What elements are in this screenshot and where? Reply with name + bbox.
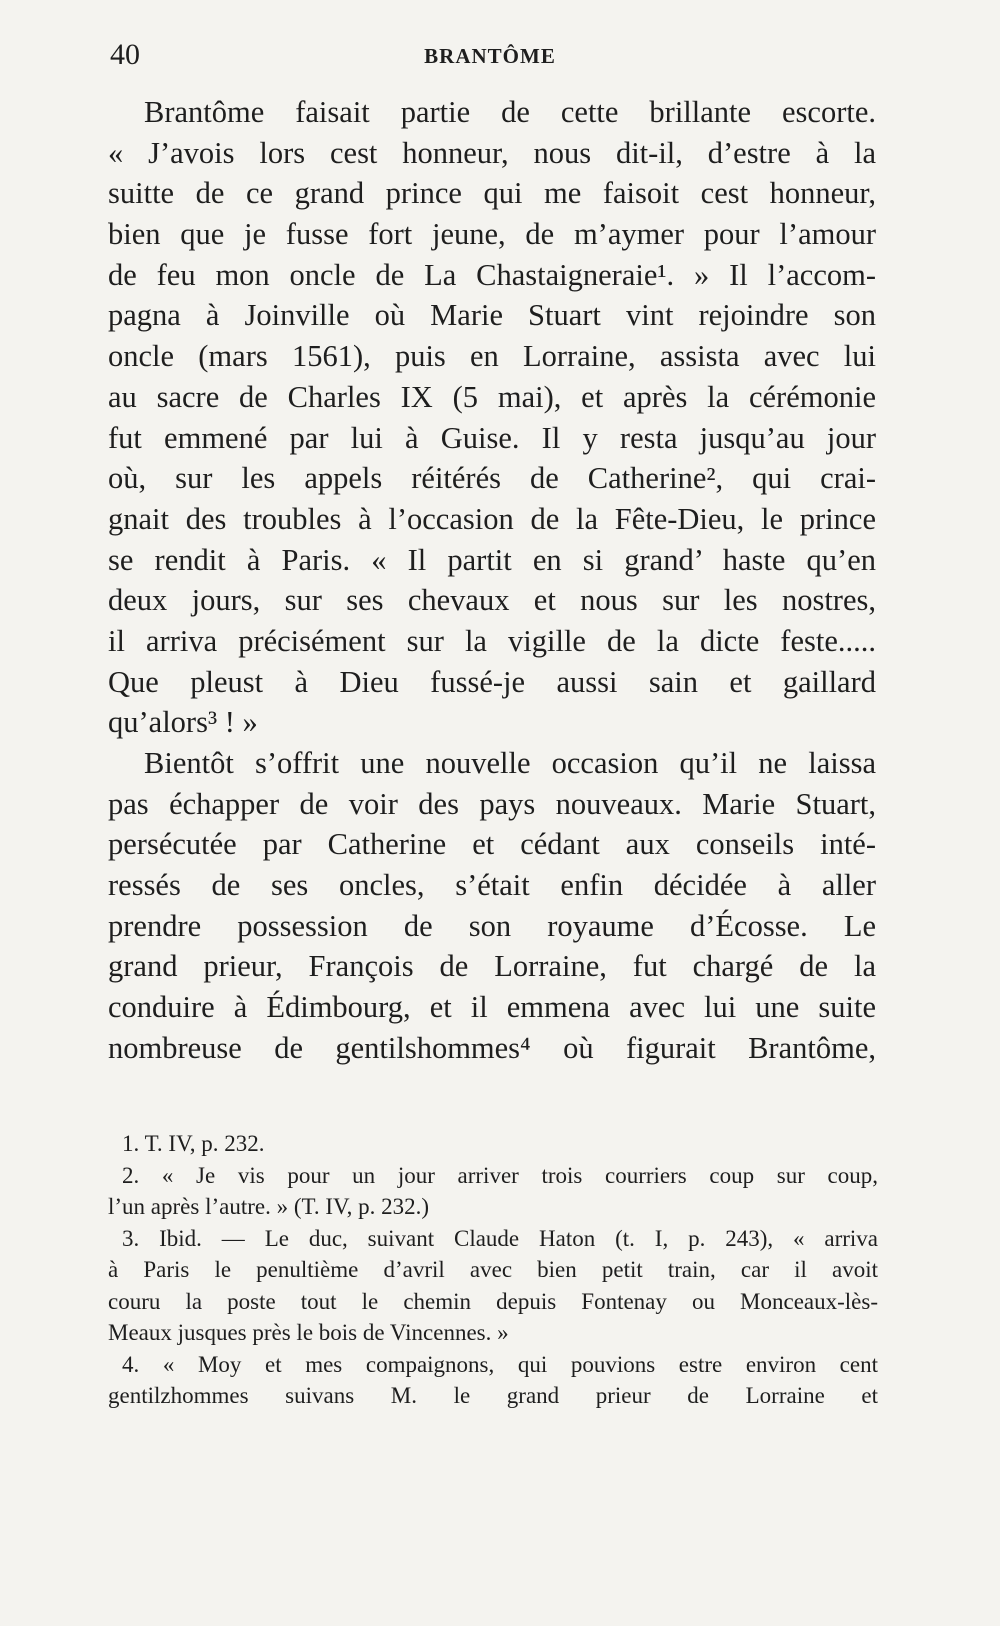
footnotes <box>108 1128 878 1412</box>
text-line: deux jours, sur ses chevaux et nous sur les nostres, <box>108 583 876 618</box>
text-line: Brantôme faisait partie de cette brillante escorte. <box>144 95 876 129</box>
text-line: ressés de ses oncles, s’était enfin décidée à aller <box>108 868 876 903</box>
footnote-line: 2. « Je vis pour un jour arriver trois courriers coup sur coup, <box>122 1162 878 1188</box>
footnote-line: 4. « Moy et mes compaignons, qui pouvions estre environ cent <box>122 1351 878 1377</box>
footnote-line: 1. T. IV, p. 232. <box>122 1131 265 1156</box>
text-line: oncle (mars 1561), puis en Lorraine, assista avec lui <box>108 339 876 374</box>
text-line: suitte de ce grand prince qui me faisoit cest honneur, <box>108 176 876 211</box>
text-line: de feu mon oncle de La Chastaigneraie¹. » Il l’accom- <box>108 257 876 292</box>
text-line: persécutée par Catherine et cédant aux conseils inté- <box>108 827 876 862</box>
text-line: gnait des troubles à l’occasion de la Fête-Dieu, le prince <box>108 501 876 536</box>
text-line: grand prieur, François de Lorraine, fut chargé de la <box>108 949 876 984</box>
text-line: au sacre de Charles IX (5 mai), et après la cérémonie <box>108 379 876 414</box>
text-line: se rendit à Paris. « Il partit en si grand’ haste qu’en <box>108 542 876 577</box>
text-line: il arriva précisément sur la vigille de la dicte feste..... <box>108 623 876 658</box>
text-line: Bientôt s’offrit une nouvelle occasion qu’il ne laissa <box>144 746 876 780</box>
text-line: bien que je fusse fort jeune, de m’aymer pour l’amour <box>108 217 876 252</box>
footnote-line: Meaux jusques près le bois de Vincennes. » <box>108 1320 509 1345</box>
footnote-line: 3. Ibid. — Le duc, suivant Claude Haton (t. I, p. 243), « arriva <box>122 1225 878 1251</box>
text-line: conduire à Édimbourg, et il emmena avec lui une suite <box>108 990 876 1025</box>
text-line: pas échapper de voir des pays nouveaux. Marie Stuart, <box>108 786 876 821</box>
text-line: où, sur les appels réitérés de Catherine², qui crai- <box>108 461 876 496</box>
footnote-line: couru la poste tout le chemin depuis Fontenay ou Monceaux-lès- <box>108 1288 878 1314</box>
main-text <box>108 92 876 1069</box>
running-title: BRANTÔME <box>424 44 556 68</box>
footnote-line: l’un après l’autre. » (T. IV, p. 232.) <box>108 1194 430 1219</box>
footnote-line: gentilzhommes suivans M. le grand prieur de Lorraine et <box>108 1383 878 1408</box>
text-line: qu’alors³ ! » <box>108 705 258 740</box>
text-line: prendre possession de son royaume d’Écosse. Le <box>108 908 876 943</box>
text-line: pagna à Joinville où Marie Stuart vint rejoindre son <box>108 298 876 333</box>
page-number: 40 <box>110 38 140 71</box>
text-line: fut emmené par lui à Guise. Il y resta jusqu’au jour <box>108 420 876 455</box>
footnote-line: à Paris le penultième d’avril avec bien petit train, car il avoit <box>108 1257 878 1282</box>
text-line: Que pleust à Dieu fussé-je aussi sain et gaillard <box>108 664 876 699</box>
text-line: « J’avois lors cest honneur, nous dit-il, d’estre à la <box>108 135 876 170</box>
text-line: nombreuse de gentilshommes⁴ où figurait Brantôme, <box>108 1030 876 1065</box>
page-header <box>110 38 870 78</box>
